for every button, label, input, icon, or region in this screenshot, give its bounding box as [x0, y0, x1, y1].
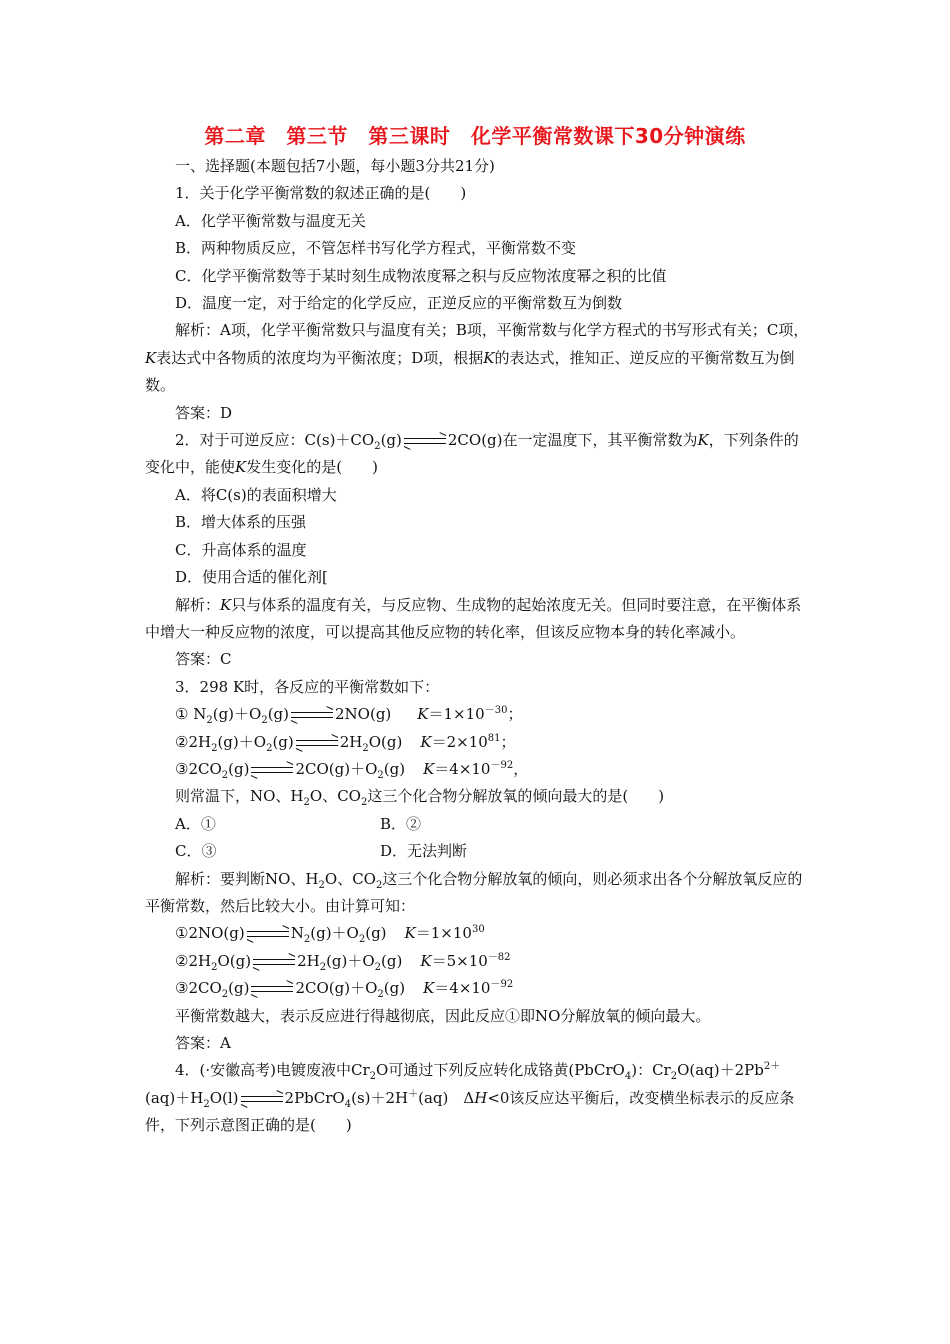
q3-conclusion: 平衡常数越大，表示反应进行得越彻底，因此反应①即NO分解放氧的倾向最大。: [175, 1006, 711, 1025]
equilibrium-arrow-icon: [249, 983, 295, 995]
equilibrium-arrow-icon: [245, 928, 291, 940]
q3-option-d: D．无法判断: [380, 842, 468, 861]
q2-analysis: 解析：K只与体系的温度有关，与反应物、生成物的起始浓度无关。但同时要注意，在平衡体系中增大一种反应物的浓度，可以提高其他反应物的转化率，但该反应物本身的转化率减小。: [145, 595, 802, 641]
equilibrium-arrow-icon: [239, 1093, 285, 1105]
q3-options-row-1: [145, 811, 810, 838]
q1-option-c: C．化学平衡常数等于某时刻生成物浓度幂之积与反应物浓度幂之积的比值: [175, 266, 667, 285]
page-title: 第二章 第三节 第三课时 化学平衡常数课下30分钟演练: [204, 124, 746, 148]
equilibrium-arrow-icon: [251, 956, 297, 968]
q1-answer: 答案：D: [175, 403, 233, 422]
document-body: [145, 153, 810, 1140]
q3-stem: 3．298 K时，各反应的平衡常数如下：: [175, 677, 440, 696]
q2-option-d: D．使用合适的催化剂[: [175, 568, 328, 587]
q3-reaction-3: $③2CO_2(g)$ $2CO(g)+O_2(g)$ $K=4\times 10^{-92}$，: [175, 759, 529, 781]
q4-stem: 4．(·安徽高考)电镀废液中$Cr_2O$可通过下列反应转化成铬黄(PbCrO$_4$)：$Cr_2O(aq)+2Pb^{2+}(aq)+H_2O(l)$ 2PbCrO$_4$(s)＋2H＋(aq) ΔH<0该反应达平衡后，改变横坐标表示的反应条件，下列示意图正确的是( ): [145, 1061, 795, 1135]
q2-stem: 2．对于可逆反应：$C(s)+CO_2(g)$ 2CO(g)在一定温度下，其平衡常数为K，下列条件的变化中，能使K发生变化的是( ): [145, 431, 799, 477]
q1-stem: 1．关于化学平衡常数的叙述正确的是( ): [175, 184, 467, 203]
q3-answer: 答案：A: [175, 1034, 231, 1052]
q2-option-c: C．升高体系的温度: [175, 540, 307, 559]
q2-option-a: A．将C(s)的表面积增大: [175, 485, 337, 504]
q3-solution-1: ①2NO(g) $N_2(g)+O_2(g)$ $K=1\times 10^{30}$: [175, 924, 485, 946]
q3-reaction-2: $②2H_2(g)+O_2(g)$ $2H_2O(g)$ $K=2\times 10^{81}$；: [175, 732, 516, 754]
q3-analysis: 解析：要判断NO、$H_2O$、$CO_2$这三个化合物分解放氧的倾向，则必须求出各个分解放氧反应的平衡常数，然后比较大小。由计算可知：: [145, 869, 803, 915]
q1-option-b: B．两种物质反应，不管怎样书写化学方程式，平衡常数不变: [175, 239, 577, 258]
q3-option-b: B．②: [380, 814, 422, 833]
q3-solution-3: $③2CO_2(g)$ $2CO(g)+O_2(g)$ $K=4\times 10^{-92}$: [175, 979, 514, 1001]
q1-option-d: D．温度一定，对于给定的化学反应，正逆反应的平衡常数互为倒数: [175, 294, 623, 313]
equilibrium-arrow-icon: [289, 709, 335, 721]
q2-option-b: B．增大体系的压强: [175, 513, 307, 532]
q3-option-c: C．③: [175, 842, 217, 861]
q1-option-a: A．化学平衡常数与温度无关: [175, 211, 366, 230]
equilibrium-arrow-icon: [249, 764, 295, 776]
equilibrium-arrow-icon: [402, 435, 448, 447]
q2-answer: 答案：C: [175, 650, 232, 669]
q3-options-row-2: [145, 838, 810, 865]
section-heading: 一、选择题(本题包括7小题，每小题3分共21分): [175, 157, 495, 175]
q1-analysis: 解析：A项，化学平衡常数只与温度有关；B项，平衡常数与化学方程式的书写形式有关；C项，K表达式中各物质的浓度均为平衡浓度；D项，根据K的表达式，推知正、逆反应的平衡常数互为倒数。: [145, 321, 809, 395]
q3-solution-2: $②2H_2O(g)$ $2H_2(g)+O_2(g)$ $K=5\times 10^{-82}$: [175, 951, 511, 973]
q3-option-a: A．①: [175, 814, 216, 833]
equilibrium-arrow-icon: [294, 737, 340, 749]
q3-question: 则常温下，NO、$H_2O$、$CO_2$这三个化合物分解放氧的倾向最大的是( ): [175, 787, 665, 809]
q3-reaction-1: ① $N_2(g)+O_2(g)$ 2NO(g) $K=1\times 10^{-30}$；: [175, 705, 523, 727]
